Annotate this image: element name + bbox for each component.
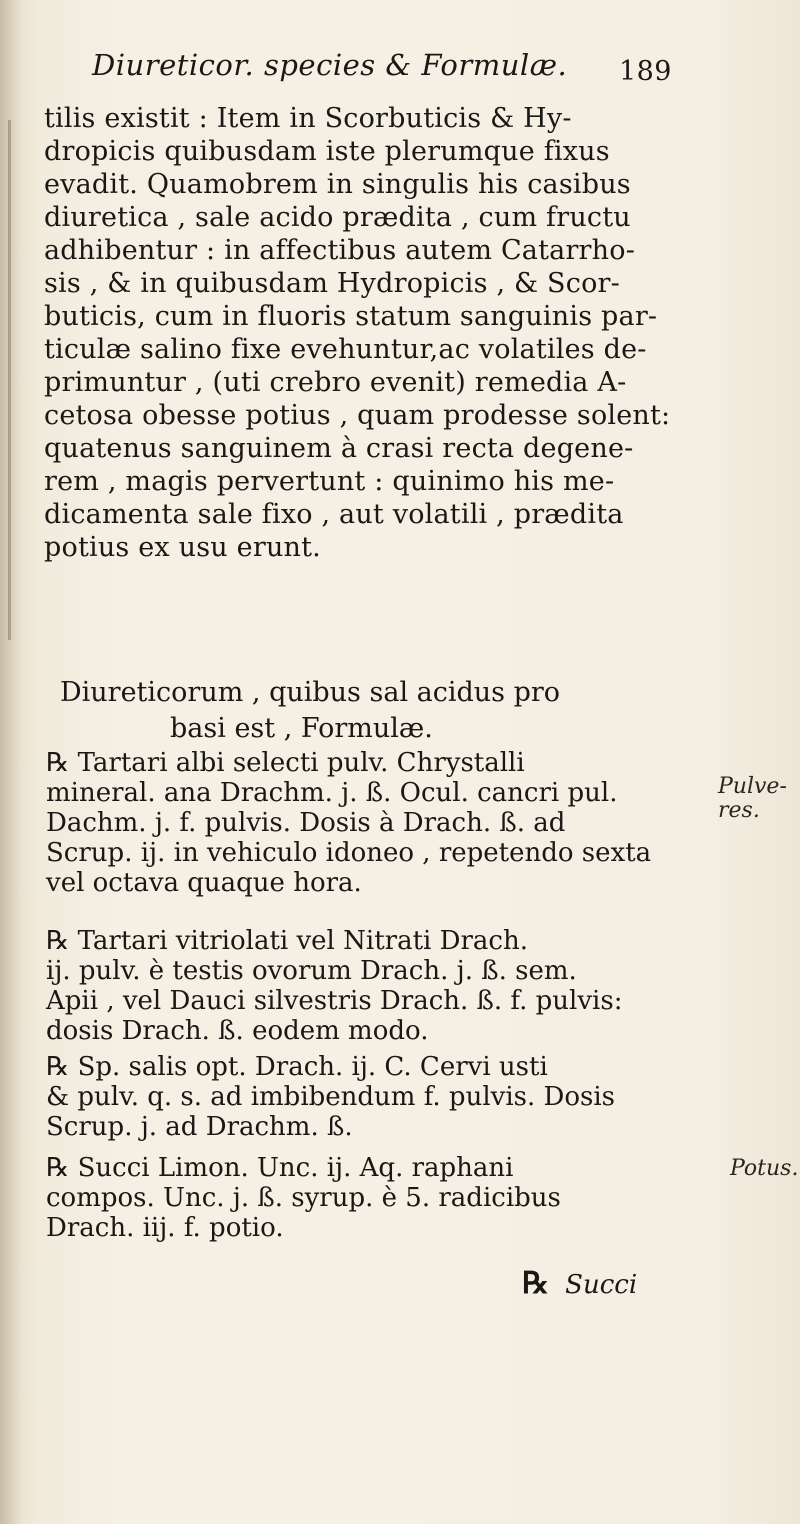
page-number: 189 — [618, 56, 672, 87]
recipe-line: & pulv. q. s. ad imbibendum f. pulvis. Dosis — [46, 1082, 616, 1112]
recipe-3 — [46, 1052, 686, 1142]
text-line: sis , & in quibusdam Hydropicis , & Scor- — [44, 268, 620, 299]
text-line: dicamenta sale fixo , aut volatili , prædita — [44, 499, 624, 530]
recipe-line: Scrup. ij. in vehiculo idoneo , repetendo sexta — [46, 838, 652, 868]
margin-note-line: Pulve- — [718, 774, 787, 799]
recipe-2 — [46, 926, 686, 1046]
recipe-symbol: ℞ — [522, 1266, 549, 1301]
recipe-line: Drach. iij. f. potio. — [46, 1213, 284, 1243]
margin-note-pulveres — [718, 775, 787, 823]
recipe-line: mineral. ana Drachm. j. ß. Ocul. cancri pul. — [46, 778, 618, 808]
recipe-line: Scrup. j. ad Drachm. ß. — [46, 1112, 353, 1142]
recipe-line: ℞ Tartari vitriolati vel Nitrati Drach. — [46, 926, 528, 956]
text-line: cetosa obesse potius , quam prodesse solent: — [44, 400, 671, 431]
text-line: ticulæ salino fixe evehuntur,ac volatiles de- — [44, 334, 647, 365]
recipe-line: ij. pulv. è testis ovorum Drach. j. ß. sem. — [46, 956, 577, 986]
gutter-shadow — [0, 0, 22, 1524]
catchword-text: Succi — [565, 1270, 638, 1300]
section-heading-line-1: Diureticorum , quibus sal acidus pro — [60, 677, 561, 708]
text-line: potius ex usu erunt. — [44, 532, 321, 563]
margin-note-potus: Potus. — [730, 1156, 799, 1181]
text-line: quatenus sanguinem à crasi recta degene- — [44, 433, 634, 464]
recipe-line: compos. Unc. j. ß. syrup. è 5. radicibus — [46, 1183, 561, 1213]
section-heading-line-2: basi est , Formulæ. — [170, 713, 433, 744]
text-line: tilis existit : Item in Scorbuticis & Hy- — [44, 103, 572, 134]
recipe-4 — [46, 1153, 686, 1243]
recipe-line: ℞ Sp. salis opt. Drach. ij. C. Cervi usti — [46, 1052, 548, 1082]
recipe-1 — [46, 748, 686, 898]
main-paragraph — [44, 102, 671, 564]
catchword — [522, 1266, 637, 1301]
running-header — [92, 40, 672, 100]
text-line: diuretica , sale acido prædita , cum fructu — [44, 202, 631, 233]
recipe-line: Dachm. j. f. pulvis. Dosis à Drach. ß. ad — [46, 808, 566, 838]
margin-note-line: res. — [718, 798, 760, 823]
recipe-line: dosis Drach. ß. eodem modo. — [46, 1016, 429, 1046]
recipe-line: ℞ Tartari albi selecti pulv. Chrystalli — [46, 748, 525, 778]
recipe-line: vel octava quaque hora. — [46, 868, 362, 898]
text-line: evadit. Quamobrem in singulis his casibus — [44, 169, 631, 200]
text-line: adhibentur : in affectibus autem Catarrho- — [44, 235, 636, 266]
recipe-line: Apii , vel Dauci silvestris Drach. ß. f. pulvis: — [46, 986, 623, 1016]
text-line: dropicis quibusdam iste plerumque fixus — [44, 136, 610, 167]
text-line: buticis, cum in fluoris statum sanguinis par- — [44, 301, 658, 332]
running-title: Diureticor. species & Formulæ. — [92, 48, 568, 82]
text-line: rem , magis pervertunt : quinimo his me- — [44, 466, 615, 497]
page-edge-mark — [8, 120, 11, 640]
recipe-line: ℞ Succi Limon. Unc. ij. Aq. raphani — [46, 1153, 514, 1183]
text-line: primuntur , (uti crebro evenit) remedia A- — [44, 367, 627, 398]
